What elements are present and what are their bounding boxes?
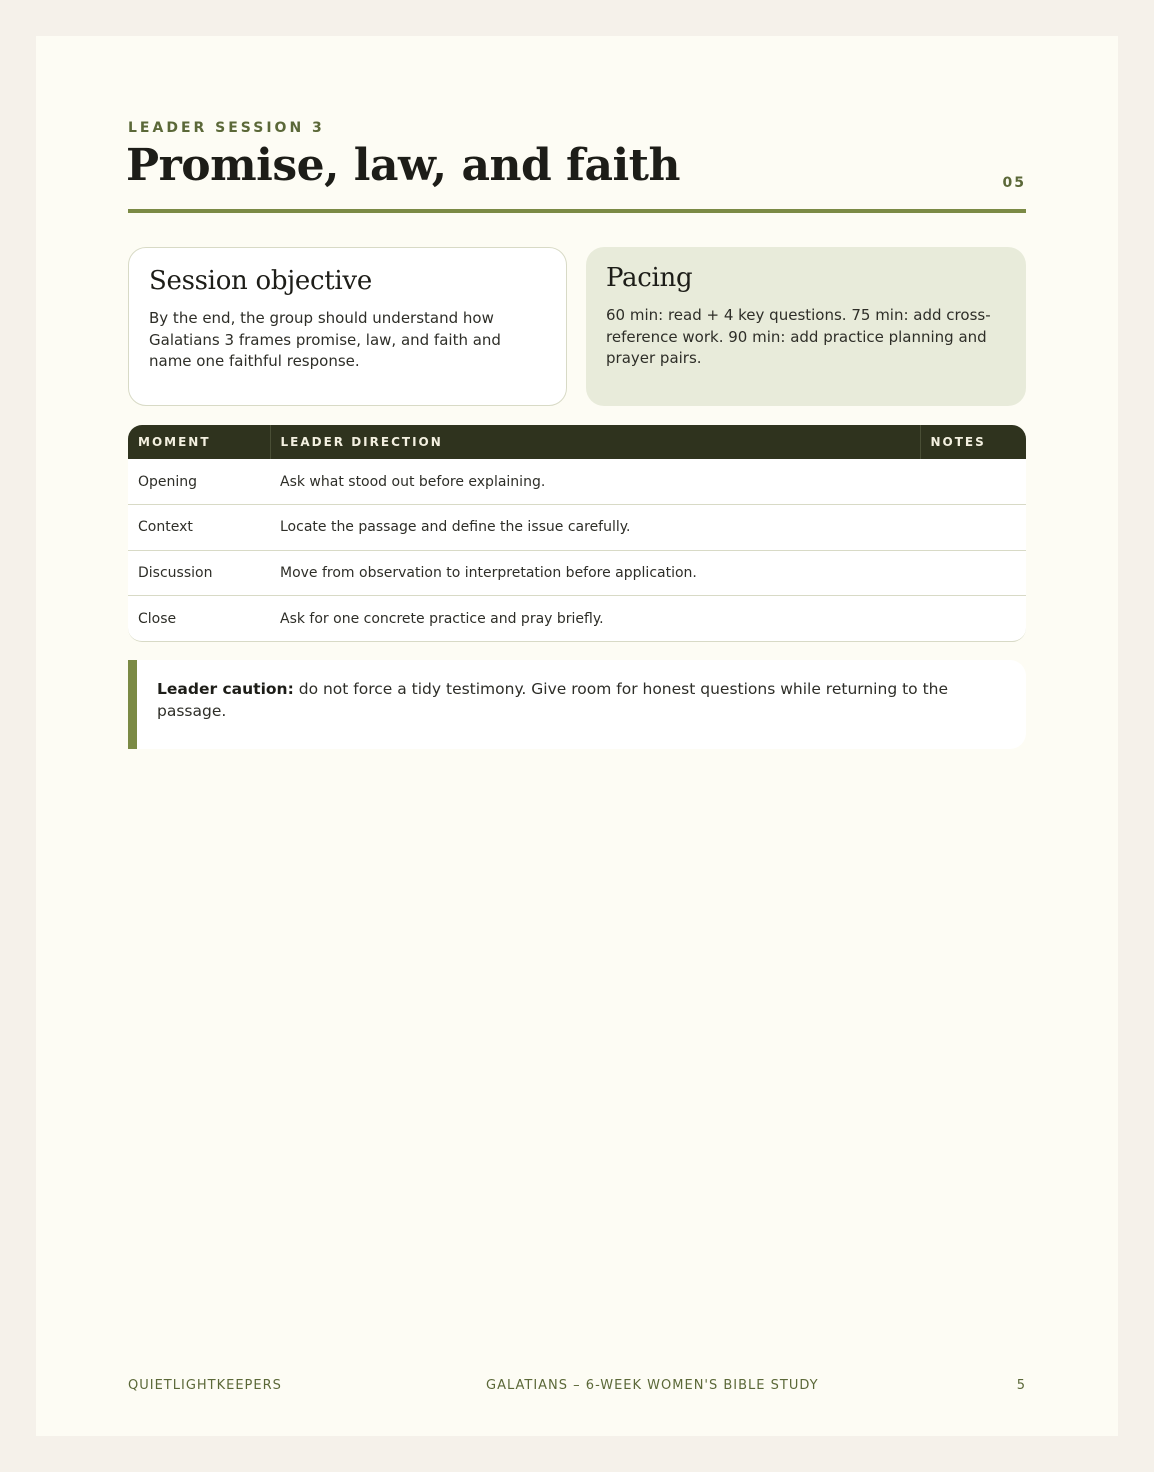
notes-cell xyxy=(920,550,1026,596)
objective-card xyxy=(128,247,567,406)
direction-cell: Ask what stood out before explaining. xyxy=(280,473,546,490)
moment-cell: Opening xyxy=(138,473,198,490)
direction-cell: Locate the passage and define the issue carefully. xyxy=(270,505,920,551)
moment-cell: Discussion xyxy=(128,550,270,596)
session-eyebrow: LEADER SESSION 3 xyxy=(128,120,325,136)
page-title: Promise, law, and faith xyxy=(126,140,680,191)
title-divider xyxy=(128,209,1026,213)
objective-title: Session objective xyxy=(149,266,372,296)
footer-study-title: GALATIANS – 6-WEEK WOMEN'S BIBLE STUDY xyxy=(486,1378,819,1393)
moment-cell: Close xyxy=(128,596,270,642)
leader-caution-callout xyxy=(128,660,1026,749)
objective-body: By the end, the group should understand how Galatians 3 frames promise, law, and faith and name one faithful response. xyxy=(149,309,501,370)
footer-page-number: 5 xyxy=(1016,1378,1026,1393)
table-row xyxy=(128,505,1026,551)
pacing-card xyxy=(586,247,1026,406)
table-row xyxy=(128,459,1026,505)
pacing-body: 60 min: read + 4 key questions. 75 min: add cross-reference work. 90 min: add practice planning and prayer pairs. xyxy=(606,306,991,367)
direction-cell: Move from observation to interpretation before application. xyxy=(270,550,920,596)
notes-cell xyxy=(920,596,1026,642)
table-row xyxy=(128,596,1026,642)
footer-brand: QUIETLIGHTKEEPERS xyxy=(128,1378,282,1393)
table-header-row xyxy=(128,425,1026,459)
pacing-title: Pacing xyxy=(606,263,693,293)
moment-cell: Context xyxy=(128,505,270,551)
callout-label: Leader caution: xyxy=(157,680,294,698)
section-number: 05 xyxy=(1002,175,1026,191)
notes-cell xyxy=(920,505,1026,551)
leader-table xyxy=(128,425,1026,642)
notes-cell xyxy=(920,459,1026,505)
direction-cell: Ask for one concrete practice and pray briefly. xyxy=(270,596,920,642)
column-header-notes: NOTES xyxy=(920,425,1026,459)
column-header-direction: LEADER DIRECTION xyxy=(270,425,920,459)
page xyxy=(36,36,1118,1436)
callout-text: do not force a tidy testimony. Give room for honest questions while returning to the passage. xyxy=(157,680,949,720)
column-header-moment: MOMENT xyxy=(128,425,270,459)
table-row xyxy=(128,550,1026,596)
